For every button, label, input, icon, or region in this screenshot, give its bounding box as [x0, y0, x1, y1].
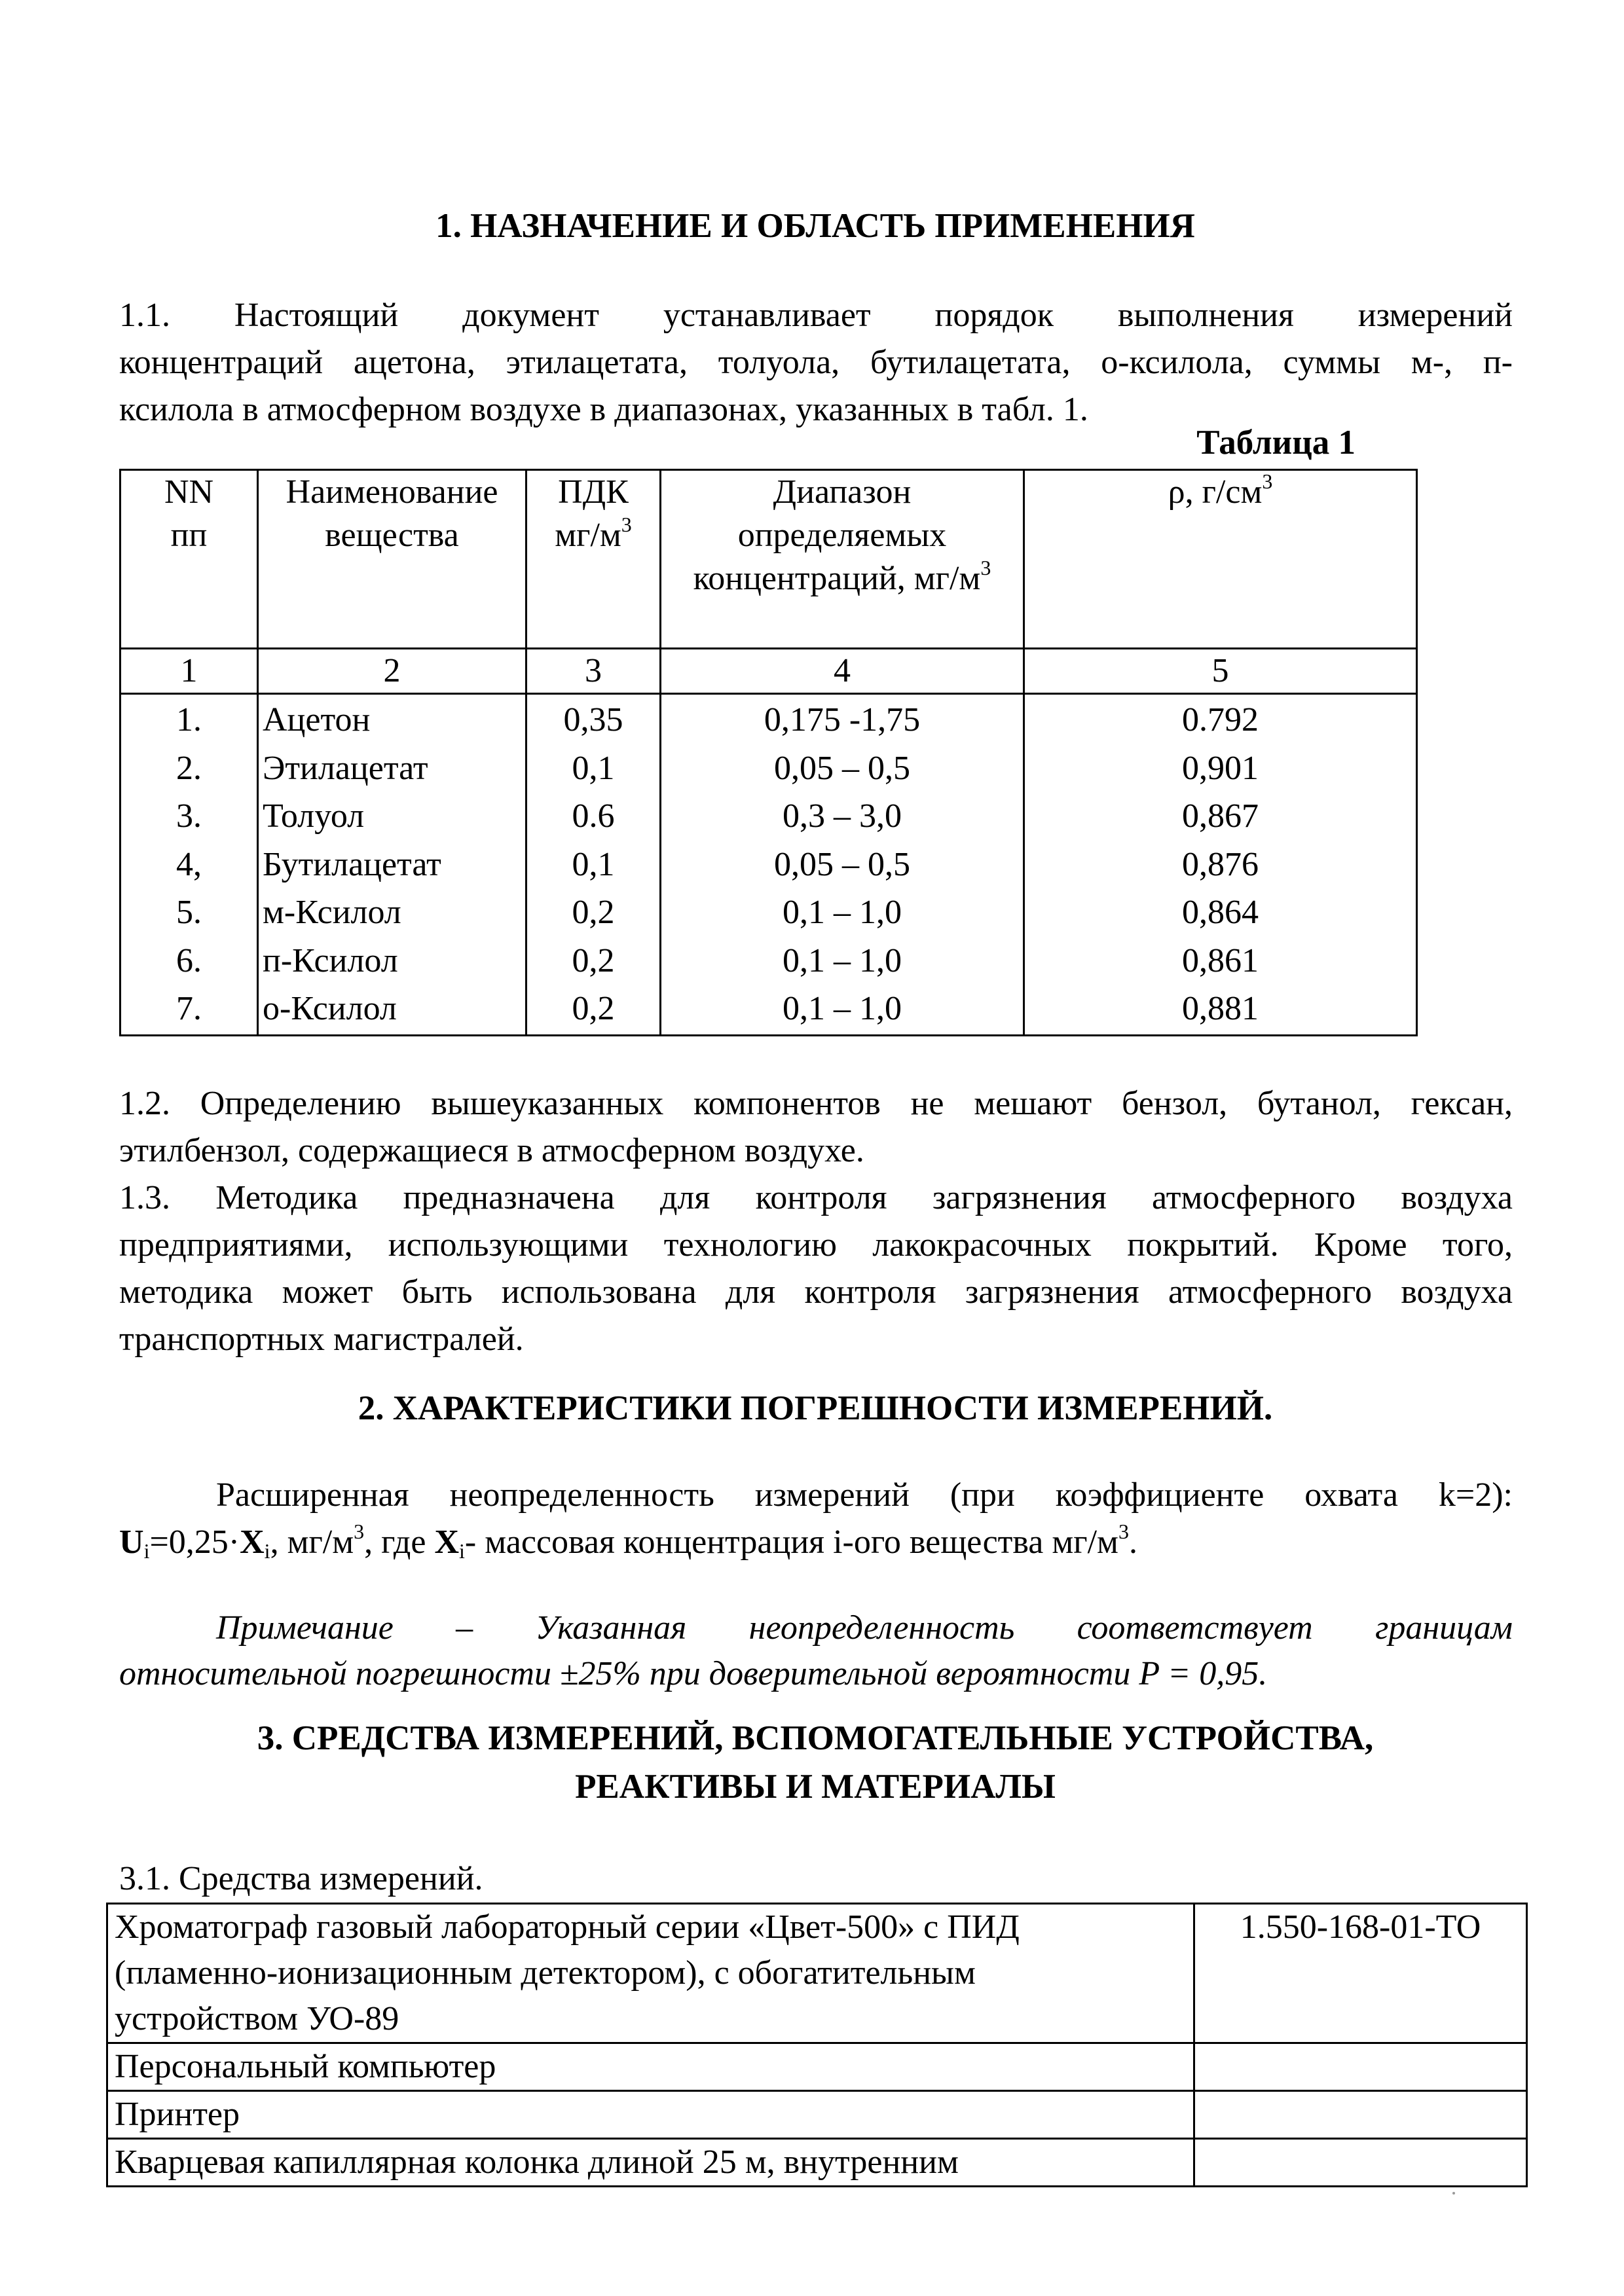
row-range: 0,1 – 1,0 — [783, 894, 902, 931]
instrument-cell — [107, 1904, 1194, 2043]
row-name: Толуол — [263, 797, 365, 835]
row-nn: 1. — [176, 701, 202, 738]
section-3-heading-line2: РЕАКТИВЫ И МАТЕРИАЛЫ — [575, 1768, 1056, 1806]
row-range: 0,1 – 1,0 — [783, 990, 902, 1027]
instrument-cell: Персональный компьютер — [107, 2043, 1194, 2091]
row-rho: 0,867 — [1182, 797, 1259, 835]
subsection-3-1 — [119, 1855, 1513, 1903]
column-number: 5 — [1024, 649, 1417, 694]
header-name — [258, 470, 526, 649]
note-line: относительной погрешности ±25% при доверительной вероятности P = 0,95. — [119, 1655, 1268, 1692]
header-nn-line1: NN — [164, 473, 214, 511]
header-pdk-unit: мг/м — [555, 517, 621, 554]
table-row — [107, 1904, 1527, 2043]
row-name: о-Ксилол — [263, 990, 397, 1027]
row-rho: 0,864 — [1182, 894, 1259, 931]
row-nn: 4, — [176, 845, 202, 883]
formula — [119, 1519, 1513, 1566]
paragraph-line: 1.2. Определению вышеуказанных компонентов не мешают бензол, бутанол, гексан, — [119, 1085, 1513, 1122]
rho-column — [1024, 694, 1417, 1036]
section-3-heading — [118, 1714, 1513, 1811]
formula-unit: , мг/м — [270, 1523, 354, 1561]
row-nn: 7. — [176, 990, 202, 1027]
row-pdk: 0,35 — [563, 701, 623, 738]
header-pdk-sup: 3 — [621, 513, 632, 536]
paragraph-line: транспортных магистралей. — [119, 1321, 524, 1358]
row-name: п-Ксилол — [263, 941, 398, 979]
paragraph-1-2 — [119, 1080, 1513, 1175]
table-1-caption: Таблица 1 — [1196, 424, 1356, 462]
paragraph-line: 1.1. Настоящий документ устанавливает порядок выполнения измерений — [119, 297, 1513, 334]
name-column — [258, 694, 526, 1036]
header-range-sup: 3 — [980, 556, 991, 579]
row-pdk: 0,2 — [572, 894, 615, 931]
header-range-line1: Диапазон определяемых — [737, 473, 947, 554]
header-range-line2 — [665, 557, 1019, 600]
section-1-heading: 1. НАЗНАЧЕНИЕ И ОБЛАСТЬ ПРИМЕНЕНИЯ — [435, 207, 1195, 245]
subsection-title: 3.1. Средства измерений. — [119, 1860, 483, 1897]
paragraph-line: методика может быть использована для контроля загрязнения атмосферного воздуха — [119, 1273, 1513, 1311]
table-1 — [119, 469, 1418, 1036]
header-rho — [1024, 470, 1417, 649]
header-pdk-line2 — [531, 514, 655, 557]
instrument-line: (пламенно-ионизационным детектором), с обогатительным — [115, 1954, 976, 1992]
column-number: 2 — [258, 649, 526, 694]
header-range-unit: концентраций, мг/м — [693, 560, 981, 597]
formula-desc: - массовая концентрация i-ого вещества мг/м — [464, 1523, 1118, 1561]
row-pdk: 0.6 — [572, 797, 615, 835]
note — [119, 1605, 1513, 1697]
paragraph-line: 1.3. Методика предназначена для контроля загрязнения атмосферного воздуха — [119, 1179, 1513, 1216]
formula-end: . — [1128, 1523, 1137, 1561]
row-pdk: 0,2 — [572, 990, 615, 1027]
paragraph-line: ксилола в атмосферном воздухе в диапазонах, указанных в табл. 1. — [119, 391, 1088, 428]
row-rho: 0,876 — [1182, 845, 1259, 883]
row-range: 0,175 -1,75 — [764, 701, 921, 738]
instrument-line: Хроматограф газовый лабораторный серии «Цвет-500» с ПИД — [115, 1908, 1020, 1946]
row-rho: 0,861 — [1182, 941, 1259, 979]
row-rho: 0,901 — [1182, 749, 1259, 787]
table-row — [107, 2139, 1527, 2187]
note-line: Примечание – Указанная неопределенность соответствует границам — [216, 1609, 1513, 1647]
paragraph-line: предприятиями, использующими технологию лакокрасочных покрытий. Кроме того, — [119, 1226, 1513, 1264]
formula-u: U — [119, 1523, 144, 1561]
formula-x: X — [240, 1523, 265, 1561]
column-number: 1 — [120, 649, 258, 694]
row-name: м-Ксилол — [263, 894, 401, 931]
paragraph-1-1 — [119, 292, 1513, 433]
formula-x-sub: i — [264, 1539, 270, 1563]
paragraph-line: Расширенная неопределенность измерений (при коэффициенте охвата k=2): — [216, 1476, 1513, 1514]
row-name: Ацетон — [263, 701, 371, 738]
row-pdk: 0,1 — [572, 749, 615, 787]
formula-desc-sup: 3 — [1118, 1520, 1129, 1543]
section-2-heading: 2. ХАРАКТЕРИСТИКИ ПОГРЕШНОСТИ ИЗМЕРЕНИЙ. — [358, 1389, 1273, 1427]
row-range: 0,05 – 0,5 — [774, 749, 910, 787]
range-column — [661, 694, 1024, 1036]
header-pdk-line1: ПДК — [558, 473, 629, 511]
row-nn: 3. — [176, 797, 202, 835]
row-range: 0,3 – 3,0 — [783, 797, 902, 835]
paragraph-line: концентраций ацетона, этилацетата, толуола, бутилацетата, о-ксилола, суммы м-, п- — [119, 344, 1513, 381]
header-rho-text: ρ, г/см — [1168, 473, 1263, 511]
formula-eq: =0,25· — [149, 1523, 240, 1561]
instrument-line: устройством УО-89 — [115, 2000, 399, 2037]
row-range: 0,05 – 0,5 — [774, 845, 910, 883]
header-rho-sup: 3 — [1262, 469, 1273, 493]
instrument-cell: Кварцевая капиллярная колонка длиной 25 м, внутренним — [107, 2139, 1194, 2187]
code-cell — [1194, 2043, 1527, 2091]
code-cell: 1.550-168-01-ТО — [1194, 1904, 1527, 2043]
table-row — [107, 2091, 1527, 2139]
paragraph-line: этилбензол, содержащиеся в атмосферном воздухе. — [119, 1132, 864, 1169]
instrument-cell: Принтер — [107, 2091, 1194, 2139]
row-name: Бутилацетат — [263, 845, 441, 883]
formula-x2: X — [434, 1523, 459, 1561]
column-number: 3 — [526, 649, 661, 694]
row-rho: 0,881 — [1182, 990, 1259, 1027]
row-range: 0,1 – 1,0 — [783, 941, 902, 979]
header-rho-line — [1029, 471, 1412, 514]
formula-where: , где — [364, 1523, 435, 1561]
row-nn: 6. — [176, 941, 202, 979]
row-name: Этилацетат — [263, 749, 428, 787]
code-cell — [1194, 2139, 1527, 2187]
row-pdk: 0,1 — [572, 845, 615, 883]
header-nn-line2: пп — [170, 517, 208, 554]
pdk-column — [526, 694, 661, 1036]
table-header-row — [120, 470, 1417, 649]
formula-line — [119, 1519, 1513, 1566]
row-rho: 0.792 — [1182, 701, 1259, 738]
header-name-line1: Наименование — [286, 473, 498, 511]
code-cell — [1194, 2091, 1527, 2139]
header-name-line2: вещества — [325, 517, 459, 554]
instruments-table — [106, 1903, 1528, 2187]
header-pdk — [526, 470, 661, 649]
formula-x2-sub: i — [459, 1539, 465, 1563]
section-3-heading-line1: 3. СРЕДСТВА ИЗМЕРЕНИЙ, ВСПОМОГАТЕЛЬНЫЕ УСТРОЙСТВА, — [257, 1719, 1374, 1757]
row-nn: 2. — [176, 749, 202, 787]
table-row — [107, 2043, 1527, 2091]
header-range — [661, 470, 1024, 649]
table-body-row — [120, 694, 1417, 1036]
section-2-paragraph — [216, 1472, 1513, 1519]
column-number: 4 — [661, 649, 1024, 694]
row-pdk: 0,2 — [572, 941, 615, 979]
scan-artifact — [1452, 2192, 1455, 2195]
formula-u-sub: i — [143, 1539, 150, 1563]
row-nn: 5. — [176, 894, 202, 931]
column-number-row — [120, 649, 1417, 694]
header-nn — [120, 470, 258, 649]
formula-unit-sup: 3 — [354, 1520, 365, 1543]
nn-column — [120, 694, 258, 1036]
paragraph-1-3 — [119, 1175, 1513, 1363]
